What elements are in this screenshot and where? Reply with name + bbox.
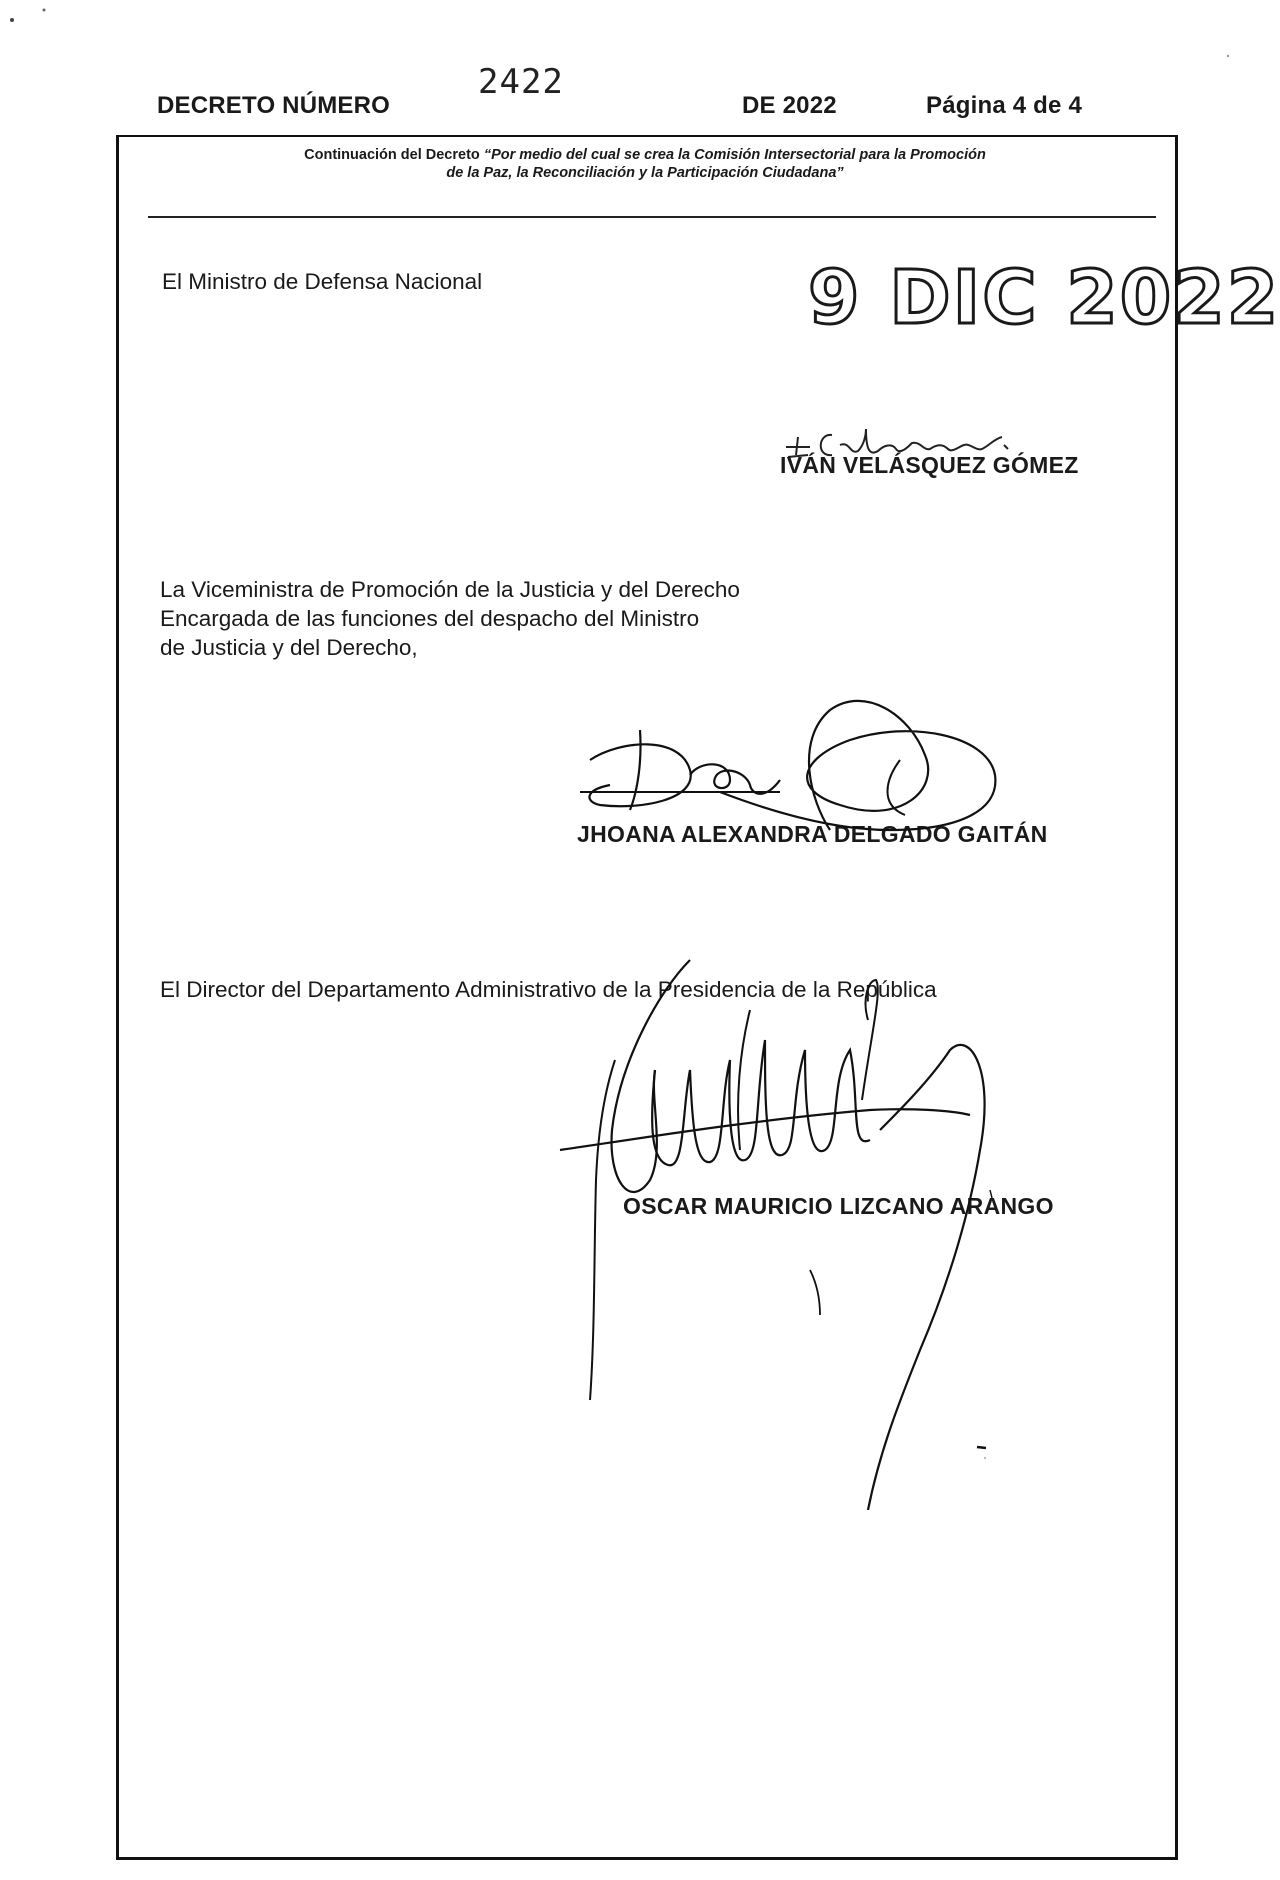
signatory-role-justicia: La Viceministra de Promoción de la Justicia y del Derecho Encargada de las funciones del despacho del Ministro de Justicia y del Derecho, — [160, 577, 740, 660]
signer-name-jhoana-delgado: JHOANA ALEXANDRA DELGADO GAITÁN — [577, 821, 1048, 847]
continuation-prefix: Continuación del Decreto — [304, 147, 480, 163]
signatory-role-defensa: El Ministro de Defensa Nacional — [162, 269, 483, 294]
signatory-role-presidencia: El Director del Departamento Administrativo de la Presidencia de la República — [160, 977, 937, 1002]
decree-label: DECRETO NÚMERO — [157, 92, 391, 119]
decree-title-line1: “Por medio del cual se crea la Comisión Intersectorial para la Promoción — [483, 147, 986, 163]
year-label: DE 2022 — [742, 92, 837, 119]
decree-title-line2: de la Paz, la Reconciliación y la Participación Ciudadana” — [446, 165, 844, 181]
decree-number: 2422 — [478, 62, 564, 102]
date-stamp: 9 DIC 2022 — [808, 255, 1280, 341]
continuation-header — [150, 146, 1140, 182]
signer-name-oscar-lizcano: OSCAR MAURICIO LIZCANO ARANGO — [623, 1193, 1054, 1219]
header-rule — [148, 216, 1156, 218]
signer-name-ivan-velasquez: IVÁN VELÁSQUEZ GÓMEZ — [780, 452, 1079, 478]
page-indicator: Página 4 de 4 — [926, 92, 1082, 119]
